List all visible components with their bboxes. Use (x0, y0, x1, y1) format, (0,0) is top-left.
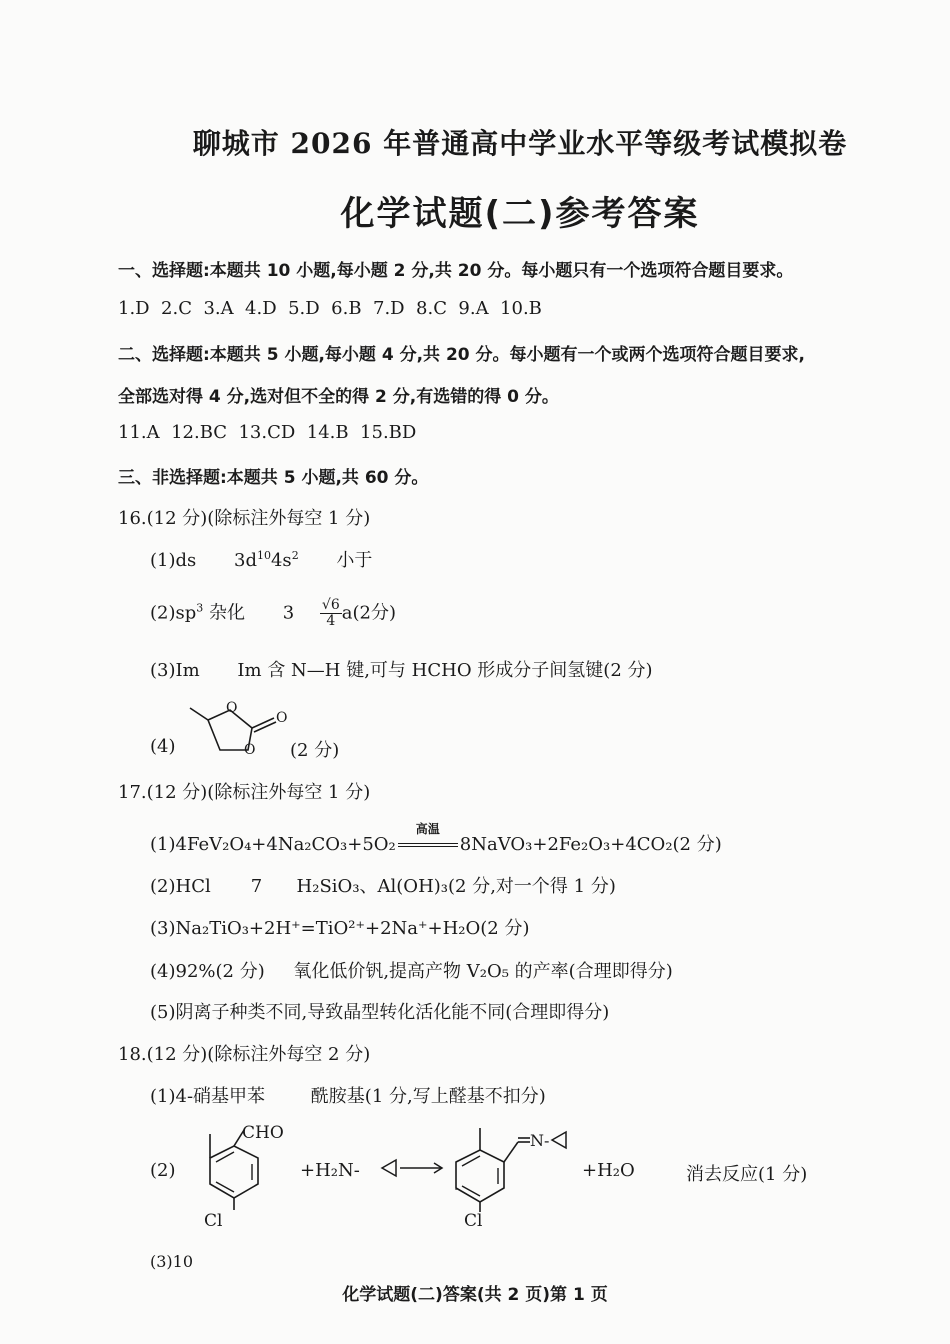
q18-part3: (3)10 (150, 1252, 194, 1271)
section2-answers: 11.A 12.BC 13.CD 14.B 15.BD (118, 422, 417, 443)
section1-heading: 一、选择题:本题共 10 小题,每小题 2 分,共 20 分。每小题只有一个选项符合题目要求。 (118, 261, 794, 281)
q18-heading: 18.(12 分)(除标注外每空 2 分) (118, 1044, 371, 1065)
section2-heading-line2: 全部选对得 4 分,选对但不全的得 2 分,有选错的得 0 分。 (118, 387, 559, 407)
section2-heading-line1: 二、选择题:本题共 5 小题,每小题 4 分,共 20 分。每小题有一个或两个选项符合题目要求, (118, 345, 805, 365)
q16-part1 (150, 546, 372, 572)
q16-part1-config: $3d^{10}4s^2$ (234, 549, 299, 571)
q16-part4-label: (4) (150, 736, 176, 757)
q17-part5: (5)阴离子种类不同,导致晶型转化活化能不同(合理即得分) (150, 1002, 610, 1023)
reaction-condition-arrow: 高温 (396, 834, 460, 855)
q16-part4-score: (2 分) (290, 740, 340, 761)
q16-heading: 16.(12 分)(除标注外每空 1 分) (118, 508, 371, 529)
water-product: +H₂O (582, 1160, 635, 1181)
q17-part3: (3)Na₂TiO₃+2H⁺=TiO²⁺+2Na⁺+H₂O(2 分) (150, 918, 530, 939)
ring-oxygen-bottom: O (244, 742, 256, 758)
reactant-aldehyde-structure (182, 1118, 292, 1231)
exam-title: 聊城市 2026 年普通高中学业水平等级考试模拟卷 (192, 127, 848, 160)
q16-part1-answer3: 小于 (336, 550, 373, 571)
q17-part2: (2)HCl 7 H₂SiO₃、Al(OH)₃(2 分,对一个得 1 分) (150, 876, 616, 897)
q16-fraction: $\frac{√6}{4}$ (321, 597, 340, 629)
q16-part2: $(2)sp^3$ 杂化 3 $\frac{√6}{4}$ a(2分) (150, 597, 396, 629)
answer-title: 化学试题(二)参考答案 (340, 194, 700, 234)
reaction-type: 消去反应(1 分) (686, 1164, 808, 1185)
product-imine-structure (438, 1118, 588, 1231)
cyclic-carbonate-structure (190, 690, 290, 760)
imine-n-label: N- (530, 1131, 550, 1150)
q17-heading: 17.(12 分)(除标注外每空 1 分) (118, 782, 371, 803)
q16-part1-label: (1)ds (150, 550, 197, 571)
q18-part1: (1)4-硝基甲苯 酰胺基(1 分,写上醛基不扣分) (150, 1086, 546, 1107)
q16-part3: (3)Im Im 含 N—H 键,可与 HCHO 形成分子间氢键(2 分) (150, 660, 653, 681)
page-footer: 化学试题(二)答案(共 2 页)第 1 页 (342, 1285, 608, 1305)
q17-part1: (1)4FeV₂O₄+4Na₂CO₃+5O₂ 高温 8NaVO₃+2Fe₂O₃+4CO₂(2 分) (150, 822, 722, 855)
q18-part2-label: (2) (150, 1160, 176, 1181)
ring-oxygen-top: O (226, 700, 238, 716)
chloro-label-reactant: Cl (204, 1211, 223, 1231)
q17-part4: (4)92%(2 分) 氧化低价钒,提高产物 V₂O₅ 的产率(合理即得分) (150, 961, 673, 982)
carbonyl-oxygen: O (276, 710, 288, 726)
cho-group-label: CHO (242, 1123, 284, 1143)
amine-reagent: +H₂N- (300, 1160, 360, 1181)
section1-answers: 1.D 2.C 3.A 4.D 5.D 6.B 7.D 8.C 9.A 10.B (118, 298, 542, 319)
section3-heading: 三、非选择题:本题共 5 小题,共 60 分。 (118, 468, 429, 488)
chloro-label-product: Cl (464, 1211, 483, 1231)
